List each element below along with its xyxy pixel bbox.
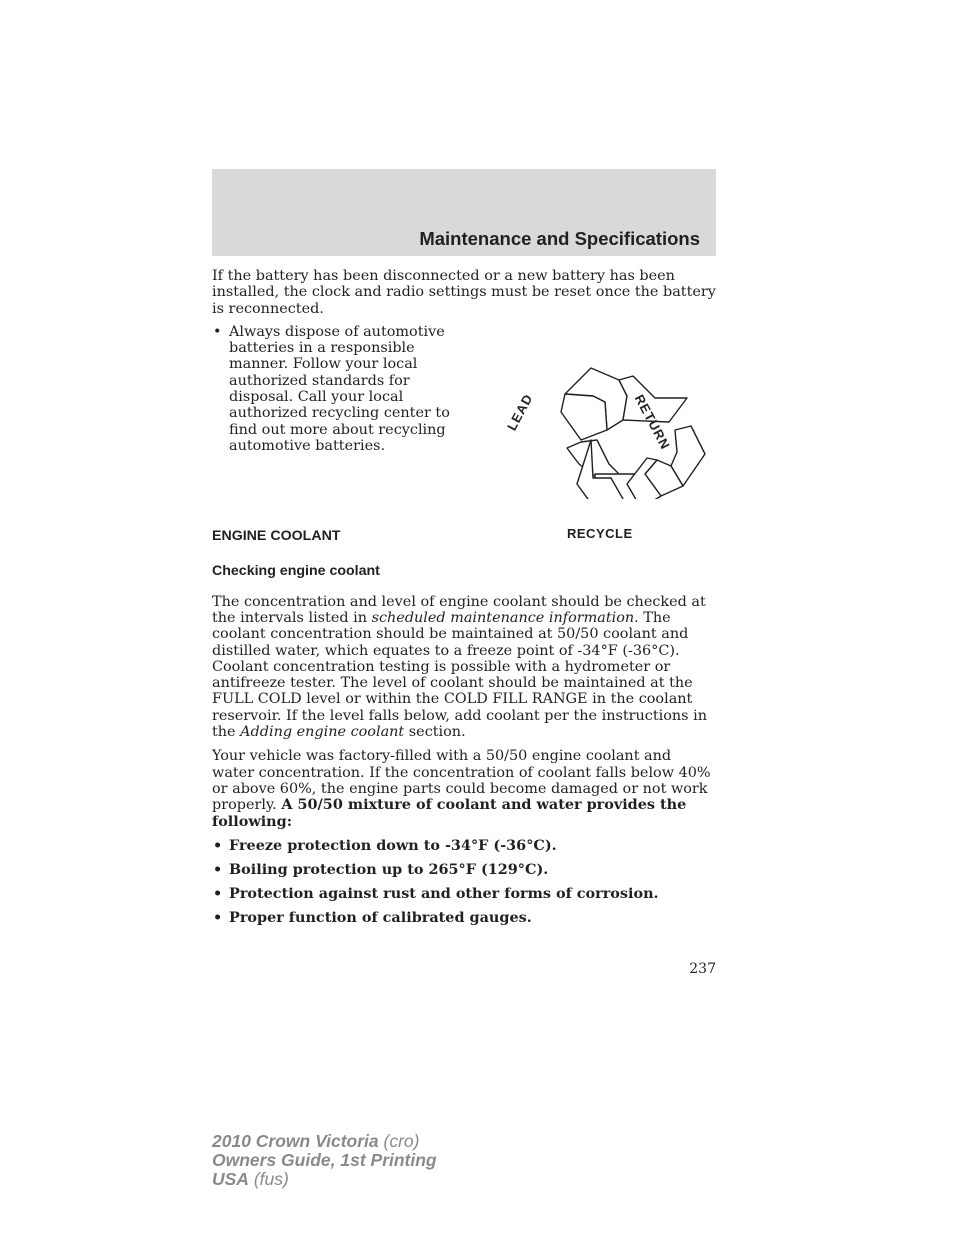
footer-market-code: (fus)	[248, 1169, 289, 1189]
footer-model-code: (cro)	[378, 1131, 420, 1151]
bold-run: A 50/50 mixture of coolant and water provides the following:	[212, 796, 687, 830]
footer-line-2	[212, 1151, 437, 1170]
italic-reference: Adding engine coolant	[240, 724, 405, 741]
benefit-text: Proper function of calibrated gauges.	[229, 908, 532, 926]
footer-model: 2010 Crown Victoria	[212, 1131, 379, 1151]
bullet: •	[213, 860, 223, 878]
list-item	[212, 910, 716, 926]
bullet: •	[213, 836, 223, 854]
benefit-text: Boiling protection up to 265°F (129°C).	[229, 860, 549, 878]
page-content	[212, 268, 716, 934]
list-item	[212, 838, 716, 854]
text-run: The coolant concentration should be maintained at 50/50 coolant and distilled water, which equates to a freeze point of -34°F (-36°C). Coolant concentration testing is possible with a hydrometer or antifreeze tester. The level of coolant should be maintained at the FULL COLD level or within the COLD FILL RANGE in the coolant reservoir. If the level falls below, add coolant per the instructions in the	[212, 609, 707, 741]
list-item	[212, 324, 457, 454]
section-title: Maintenance and Specifications	[419, 228, 700, 249]
benefit-text: Protection against rust and other forms of corrosion.	[229, 884, 659, 902]
italic-reference: scheduled maintenance information.	[371, 609, 639, 626]
lead-label: LEAD	[504, 391, 536, 433]
bullet: •	[213, 884, 223, 902]
checking-coolant-heading: Checking engine coolant	[212, 563, 380, 580]
section-header-band	[212, 169, 716, 256]
battery-disposal-text	[212, 324, 457, 499]
footer-line-3	[212, 1170, 437, 1189]
list-item	[212, 886, 716, 902]
battery-bullet-list	[212, 324, 457, 454]
text-run: Your vehicle was factory-filled with a 50/50 engine coolant and water concentration. If the concentration of coolant falls below 40% or above 60%, the engine parts could become damaged or not work properly.	[212, 748, 711, 814]
bullet: •	[213, 908, 223, 926]
text-run: section.	[404, 724, 466, 741]
return-label: RETURN	[631, 391, 674, 453]
footer-line-1	[212, 1132, 437, 1151]
engine-coolant-heading: ENGINE COOLANT	[212, 527, 341, 544]
list-item	[212, 862, 716, 878]
bullet: •	[213, 323, 222, 340]
footer-edition: Owners Guide, 1st Printing	[212, 1150, 437, 1170]
benefit-text: Freeze protection down to -34°F (-36°C).	[229, 836, 557, 854]
recycle-figure	[457, 324, 716, 541]
coolant-check-paragraph	[212, 594, 716, 741]
factory-fill-paragraph	[212, 748, 716, 829]
document-footer	[212, 1132, 437, 1189]
benefits-list	[212, 838, 716, 926]
page-number: 237	[689, 961, 716, 977]
battery-bullet-text: Always dispose of automotive batteries in a responsible manner. Follow your local authorized standards for disposal. Call your local authorized recycling center to find out more about recycling automotive batteries.	[229, 323, 450, 454]
text-run: The concentration and level of engine coolant should be checked at the intervals listed in	[212, 593, 706, 626]
footer-market: USA	[212, 1169, 249, 1189]
intro-paragraph: If the battery has been disconnected or a new battery has been installed, the clock and radio settings must be reset once the battery is reconnected.	[212, 268, 716, 317]
recycle-arrows-icon	[457, 324, 716, 499]
recycle-label: RECYCLE	[567, 525, 633, 541]
